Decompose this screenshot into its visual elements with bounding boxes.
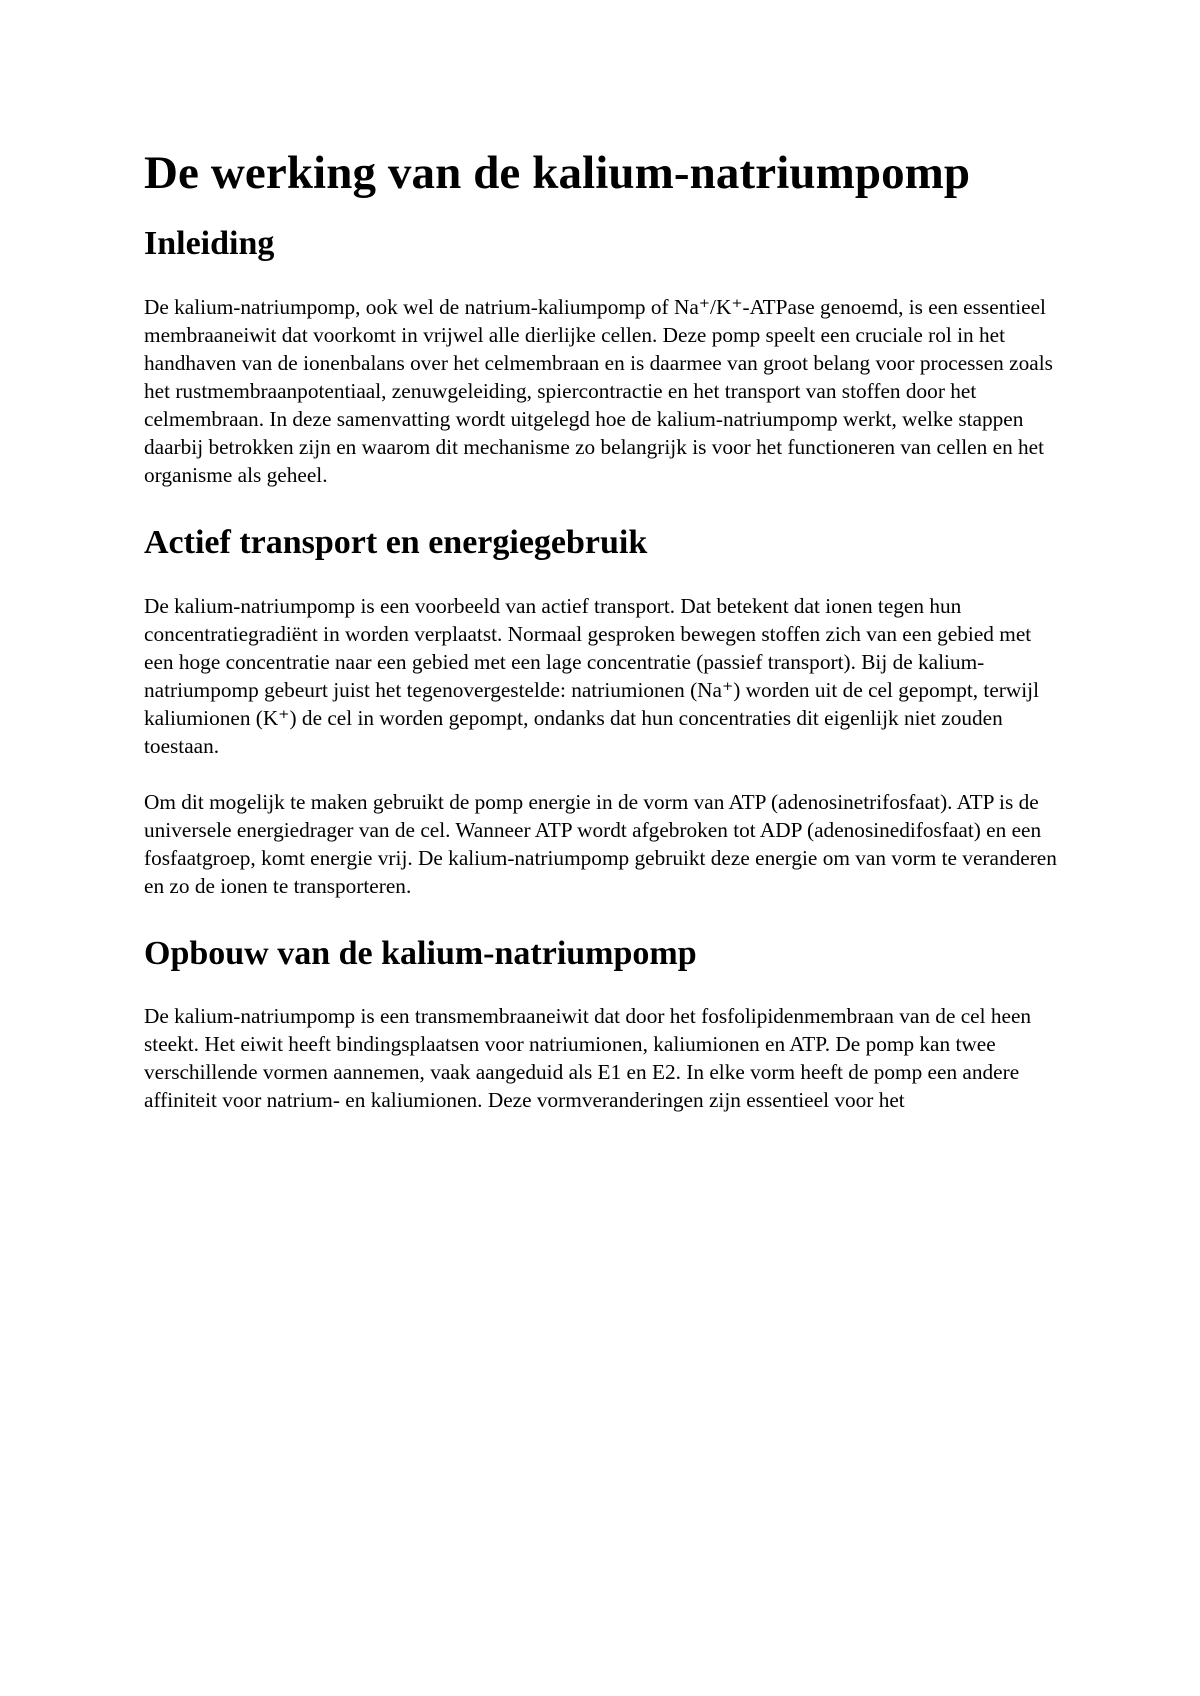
paragraph: De kalium-natriumpomp is een transmembraaneiwit dat door het fosfolipidenmembraan van de cel heen steekt. Het eiwit heeft bindingsplaatsen voor natriumionen, kaliumionen en ATP. De pomp kan twee verschillende vormen aannemen, vaak aangeduid als E1 en E2. In elke vorm heeft de pomp een andere affiniteit voor natrium- en kaliumionen. Deze vormveranderingen zijn essentieel voor het xyxy=(144,1004,1032,1113)
section-heading: Actief transport en energiegebruik xyxy=(144,523,648,561)
section-heading: Inleiding xyxy=(144,225,275,263)
document-title: De werking van de kalium-natriumpomp xyxy=(144,147,971,199)
section-heading: Opbouw van de kalium-natriumpomp xyxy=(144,934,697,972)
document-body xyxy=(144,146,1064,1142)
section-opbouw xyxy=(144,934,1064,1115)
paragraph: De kalium-natriumpomp, ook wel de natrium-kaliumpomp of Na⁺/K⁺-ATPase genoemd, is een essentieel membraaneiwit dat voorkomt in vrijwel alle dierlijke cellen. Deze pomp speelt een cruciale rol in het handhaven van de ionenbalans over het celmembraan en is daarmee van groot belang voor processen zoals het rustmembraanpotentiaal, zenuwgeleiding, spiercontractie en het transport van stoffen door het celmembraan. In deze samenvatting wordt uitgelegd hoe de kalium-natriumpomp werkt, welke stappen daarbij betrokken zijn en waarom dit mechanisme zo belangrijk is voor het functioneren van cellen en het organisme als geheel. xyxy=(144,294,1053,487)
section-actief-transport xyxy=(144,523,1064,900)
paragraph: De kalium-natriumpomp is een voorbeeld van actief transport. Dat betekent dat ionen tegen hun concentratiegradiënt in worden verplaatst. Normaal gesproken bewegen stoffen zich van een gebied met een hoge concentratie naar een gebied met een lage concentratie (passief transport). Bij de kalium-natriumpomp gebeurt juist het tegenovergestelde: natriumionen (Na⁺) worden uit de cel gepompt, terwijl kaliumionen (K⁺) de cel in worden gepompt, ondanks dat hun concentraties dit eigenlijk niet zouden toestaan. xyxy=(144,593,1040,758)
paragraph: Om dit mogelijk te maken gebruikt de pomp energie in de vorm van ATP (adenosinetrifosfaat). ATP is de universele energiedrager van de cel. Wanneer ATP wordt afgebroken tot ADP (adenosinedifosfaat) en een fosfaatgroep, komt energie vrij. De kalium-natriumpomp gebruikt deze energie om van vorm te veranderen en zo de ionen te transporteren. xyxy=(144,789,1057,898)
section-inleiding xyxy=(144,224,1064,489)
